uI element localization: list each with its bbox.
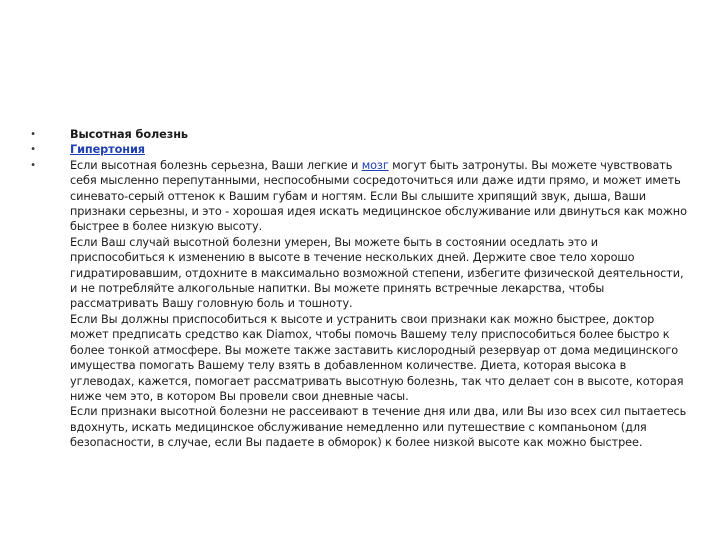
paragraph-persistent: Если признаки высотной болезни не рассеивают в течение дня или два, или Вы изо всех сил пытаетесь вдохнуть, искать медицинское обслуживание немедленно или путешествие с компаньоном (для безопасности, в случае, если Вы падаете в обморок) к более низкой высоте как можно быстрее. (70, 405, 687, 450)
bullet-list (28, 127, 688, 451)
paragraph-treatment: Если Вы должны приспособиться к высоте и устранить свои признаки как можно быстрее, доктор может предписать средство как Diamox, чтобы помочь Вашему телу приспособиться более быстро к более тонкой атмосфере. Вы можете также заставить кислородный резервуар от дома медицинского имущества помогать Вашему телу взять в добавленном количестве. Диета, которая высока в углеводах, кажется, помогает рассматривать высотную болезнь, так что делает сон в высоте, которая ниже чем это, в котором Вы провели свои дневные часы. (70, 312, 684, 403)
bullet-icon: • (30, 159, 36, 171)
bullet-icon: • (30, 144, 36, 156)
paragraph-moderate: Если Ваш случай высотной болезни умерен, Вы можете быть в состоянии оседлать это и приспособиться к изменению в высоте в течение нескольких дней. Держите свое тело хорошо гидратировавшим, отдохните в максимально возможной степени, избегите физической деятельности, и не потребляйте алкогольные напитки. Вы можете принять встречные лекарства, чтобы рассматривать Вашу головную боль и тошноту. (70, 235, 684, 311)
paragraph-text: Если высотная болезнь серьезна, Ваши легкие и (70, 158, 362, 172)
list-item-title: Высотная болезнь (70, 128, 188, 141)
brain-link[interactable]: мозг (361, 158, 389, 172)
hypertension-link[interactable]: Гипертония (70, 143, 145, 157)
list-item-description (28, 158, 688, 451)
list-item-altitude-sickness (28, 127, 688, 142)
paragraph-text: могут быть затронуты. Вы можете чувствовать себя мысленно перепутанными, неспособными сосредоточиться или даже идти прямо, и может иметь синевато-серый оттенок к Вашим губам и ногтям. Если Вы слышите хрипящий звук, дыша, Ваши признаки серьезны, и это - хорошая идея искать медицинское обслуживание или двинуться как можно быстрее в более низкую высоту. (70, 158, 687, 234)
bullet-icon: • (30, 129, 36, 140)
list-item-hypertension (28, 142, 688, 157)
paragraph-severe (70, 158, 688, 235)
